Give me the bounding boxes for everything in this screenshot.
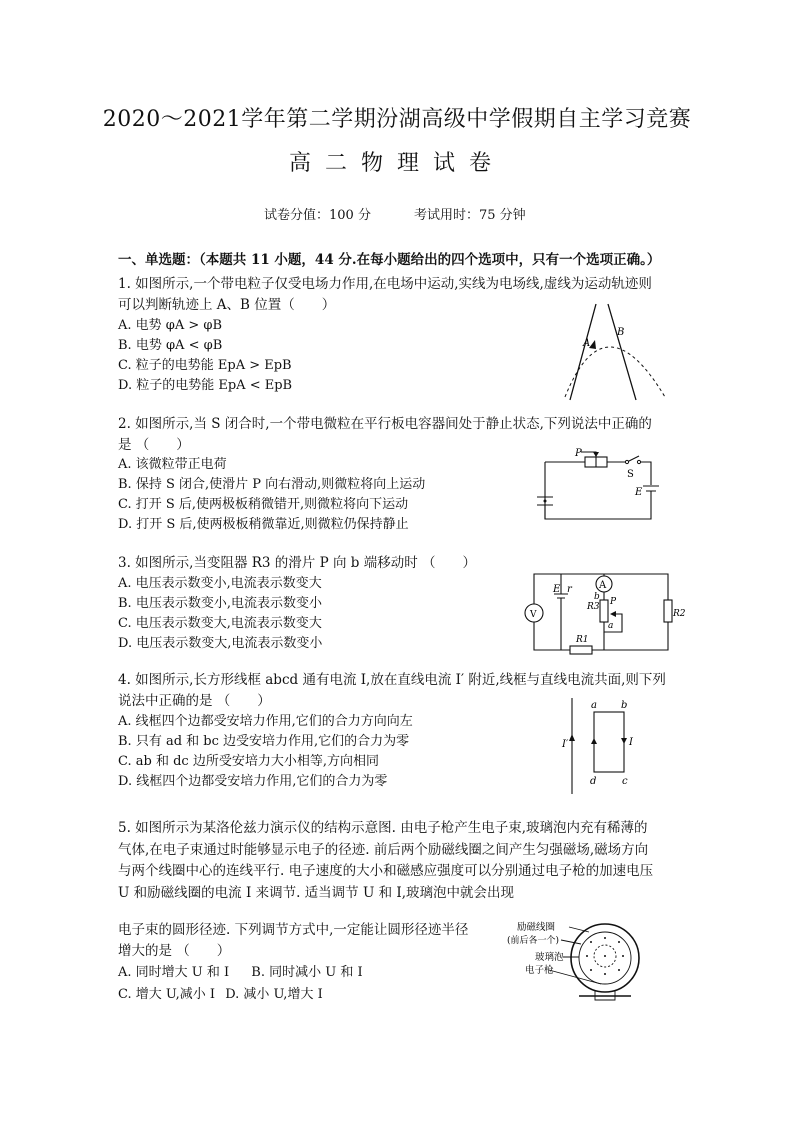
resistor-r1 bbox=[570, 646, 592, 654]
label-e: E bbox=[635, 487, 643, 498]
exam-subtitle: 高二物理试卷 bbox=[288, 151, 505, 176]
field-line-right bbox=[608, 304, 636, 400]
label-a: a bbox=[608, 621, 614, 631]
question-4-option-d: D. 线框四个边都受安培力作用,它们的合力为零 bbox=[118, 774, 388, 789]
question-3-line-1: 3. 如图所示,当变阻器 R3 的滑片 P 向 b 端移动时 （ ） bbox=[118, 555, 476, 571]
question-5-options-row-1 bbox=[118, 963, 363, 983]
question-5-line-5: 电子束的圆形径迹. 下列调节方式中,一定能让圆形径迹半径 bbox=[118, 922, 469, 938]
question-3-option-a: A. 电压表示数变小,电流表示数变大 bbox=[118, 576, 322, 591]
excitation-coil bbox=[571, 924, 639, 992]
time-info: 考试用时：75 分钟 bbox=[414, 208, 526, 223]
question-4-options bbox=[118, 712, 413, 792]
question-2-option-b: B. 保持 S 闭合,使滑片 P 向右滑动,则微粒将向上运动 bbox=[118, 477, 426, 492]
question-1-line-2: 可以判断轨迹上 A、B 位置（ ） bbox=[118, 297, 336, 313]
question-2-option-d: D. 打开 S 后,使两极板稍微靠近,则微粒仍保持静止 bbox=[118, 517, 409, 532]
label-ammeter: A bbox=[599, 580, 607, 591]
label-a: a bbox=[591, 700, 597, 711]
lorentz-force-apparatus-figure bbox=[505, 920, 655, 1002]
question-1-options bbox=[118, 316, 292, 396]
label-i: I bbox=[629, 737, 633, 748]
label-a: A bbox=[583, 338, 591, 349]
rheostat-r3 bbox=[600, 600, 608, 622]
trajectory-curve bbox=[565, 347, 665, 397]
label-gun: 电子枪 bbox=[525, 965, 554, 976]
question-2-option-a: A. 该微粒带正电荷 bbox=[118, 457, 227, 472]
rheostat-circuit-figure bbox=[520, 570, 686, 656]
label-i-prime: I′ bbox=[562, 739, 569, 750]
label-r: r bbox=[567, 584, 572, 595]
label-voltmeter: V bbox=[530, 610, 537, 620]
battery-e bbox=[643, 486, 659, 491]
question-5-line-4: U 和励磁线圈的电流 I 来调节. 适当调节 U 和 I,玻璃泡中就会出现 bbox=[118, 884, 515, 901]
label-s: S bbox=[627, 469, 634, 480]
question-3-stem bbox=[118, 553, 578, 574]
question-1-option-b: B. 电势 φA < φB bbox=[118, 338, 223, 353]
label-bulb: 玻璃泡 bbox=[535, 952, 564, 963]
question-4-option-a: A. 线框四个边都受安培力作用,它们的合力方向向左 bbox=[118, 714, 413, 729]
capacitor-circuit-figure bbox=[535, 447, 665, 525]
label-d: d bbox=[590, 776, 597, 787]
label-b: b bbox=[594, 592, 600, 602]
exam-title: 2020～2021学年第二学期汾湖高级中学假期自主学习竞赛 bbox=[102, 107, 692, 132]
section-heading: 一、单选题：（本题共 11 小题，44 分.在每小题给出的四个选项中，只有一个选项正确。） bbox=[118, 252, 661, 268]
rectangular-loop bbox=[594, 712, 624, 772]
question-4-line-2: 说法中正确的是 （ ） bbox=[118, 693, 271, 709]
question-5-option-a: A. 同时增大 U 和 I bbox=[118, 965, 230, 980]
question-5-options-row-2 bbox=[118, 985, 323, 1005]
score-info: 试卷分值：100 分 bbox=[264, 208, 371, 223]
resistor-r2 bbox=[664, 600, 672, 622]
question-3-option-b: B. 电压表示数变小,电流表示数变小 bbox=[118, 596, 322, 611]
question-1-option-a: A. 电势 φA > φB bbox=[118, 318, 223, 333]
question-5-stem-continued bbox=[118, 920, 498, 962]
question-3-options bbox=[118, 574, 322, 654]
question-1-option-d: D. 粒子的电势能 EpA < EpB bbox=[118, 378, 293, 393]
question-1-line-1: 1. 如图所示,一个带电粒子仅受电场力作用,在电场中运动,实线为电场线,虚线为运动轨迹则 bbox=[118, 276, 652, 292]
question-2-options bbox=[118, 455, 425, 535]
glass-bulb bbox=[579, 932, 631, 984]
question-4-line-1: 4. 如图所示,长方形线框 abcd 通有电流 I,放在直线电流 I′ 附近,线框与直线电流共面,则下列 bbox=[118, 672, 666, 688]
question-5-stem bbox=[118, 818, 688, 904]
question-5-option-d: D. 减小 U,增大 I bbox=[225, 987, 323, 1002]
question-3-option-c: C. 电压表示数变大,电流表示数变大 bbox=[118, 616, 322, 631]
label-e: E bbox=[553, 584, 561, 595]
question-2-option-c: C. 打开 S 后,使两极板稍微错开,则微粒将向下运动 bbox=[118, 497, 409, 512]
question-3-option-d: D. 电压表示数变大,电流表示数变小 bbox=[118, 636, 323, 651]
question-5-line-1: 5. 如图所示为某洛伦兹力演示仪的结构示意图. 由电子枪产生电子束,玻璃泡内充有稀薄的 bbox=[118, 820, 648, 836]
label-p: P bbox=[575, 448, 582, 459]
label-b: B bbox=[617, 327, 625, 338]
question-1-option-c: C. 粒子的电势能 EpA > EpB bbox=[118, 358, 292, 373]
label-b: b bbox=[621, 700, 628, 711]
question-5-option-c: C. 增大 U,减小 I bbox=[118, 987, 216, 1002]
label-coil: 励磁线圈 bbox=[517, 922, 556, 933]
label-r3: R3 bbox=[587, 602, 600, 612]
label-r2: R2 bbox=[673, 609, 686, 619]
electric-field-figure bbox=[560, 302, 680, 402]
charged-particle bbox=[544, 500, 547, 503]
field-line-left bbox=[570, 304, 596, 400]
question-5-line-2: 气体,在电子束通过时能够显示电子的径迹. 前后两个励磁线圈之间产生匀强磁场,磁场方向 bbox=[118, 841, 649, 858]
question-5-line-6: 增大的是 （ ） bbox=[118, 943, 231, 959]
label-c: c bbox=[622, 776, 628, 787]
question-2-line-2: 是 （ ） bbox=[118, 437, 190, 453]
question-4-option-b: B. 只有 ad 和 bc 边受安培力作用,它们的合力为零 bbox=[118, 734, 410, 749]
question-2-line-1: 2. 如图所示,当 S 闭合时,一个带电微粒在平行板电容器间处于静止状态,下列说法中正确的 bbox=[118, 416, 652, 432]
current-loop-figure bbox=[560, 696, 660, 796]
question-5-option-b: B. 同时减小 U 和 I bbox=[251, 965, 363, 980]
question-5-line-3: 与两个线圈中心的连线平行. 电子速度的大小和磁感应强度可以分别通过电子枪的加速电压 bbox=[118, 863, 654, 879]
label-r1: R1 bbox=[576, 635, 589, 645]
label-coil-note: (前后各一个) bbox=[507, 936, 560, 946]
question-4-option-c: C. ab 和 dc 边所受安培力大小相等,方向相同 bbox=[118, 754, 379, 769]
label-p: P bbox=[610, 597, 617, 607]
